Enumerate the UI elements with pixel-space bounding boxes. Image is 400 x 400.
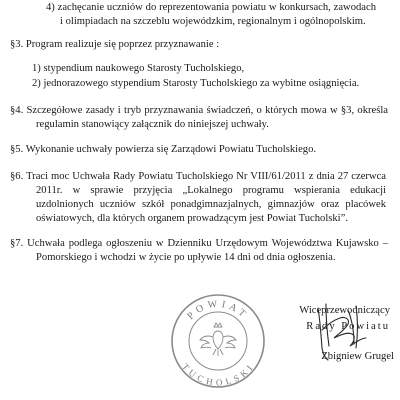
section-5: §5. Wykonanie uchwały powierza się Zarządowi Powiatu Tucholskiego. — [10, 144, 317, 155]
section-4: §4. Szczegółowe zasady i tryb przyznawania świadczeń, o których mowa w §3, określa regulamin stanowiący załącznik do niniejszej uchwały. — [10, 105, 388, 130]
section-3-item-1: 1) stypendium naukowego Starosty Tucholskiego, — [32, 63, 245, 74]
handwritten-signature — [308, 300, 378, 366]
eagle-emblem-icon — [200, 323, 236, 356]
signature-name: Zbigniew Grugel — [321, 351, 394, 362]
item-4: 4) zachęcanie uczniów do reprezentowania powiatu w konkursach, zawodach i olimpiadach na szczeblu wojewódzkim, regionalnym i ogólnopolskim. — [46, 2, 376, 27]
signature-role-line-2: Rady Powiatu — [306, 321, 390, 332]
section-3-item-2: 2) jednorazowego stypendium Starosty Tucholskiego za wybitne osiągnięcia. — [32, 78, 360, 89]
powiat-seal-stamp — [170, 293, 266, 389]
section-6: §6. Traci moc Uchwała Rady Powiatu Tucholskiego Nr VIII/61/2011 z dnia 27 czerwca 2011r. w sprawie przyjęcia „Lokalnego programu wspierania edukacji uzdolnionych uczniów szkół ponadgimnazjalnych, gimnazjów oraz placówek oświatowych, dla których organem prowadzącym jest Powiat Tucholski”. — [10, 171, 386, 224]
signature-role-line-1: Wiceprzewodniczący — [299, 305, 390, 316]
seal-bottom-text: TUCHOLSKI — [180, 361, 256, 388]
section-3-lead: §3. Program realizuje się poprzez przyznawanie : — [10, 39, 220, 50]
signature-block — [278, 304, 400, 370]
seal-top-text: POWIAT — [185, 298, 251, 323]
section-7: §7. Uchwała podlega ogłoszeniu w Dzienniku Urzędowym Województwa Kujawsko – Pomorskiego i wchodzi w życie po upływie 14 dni od dnia ogłoszenia. — [10, 238, 388, 263]
